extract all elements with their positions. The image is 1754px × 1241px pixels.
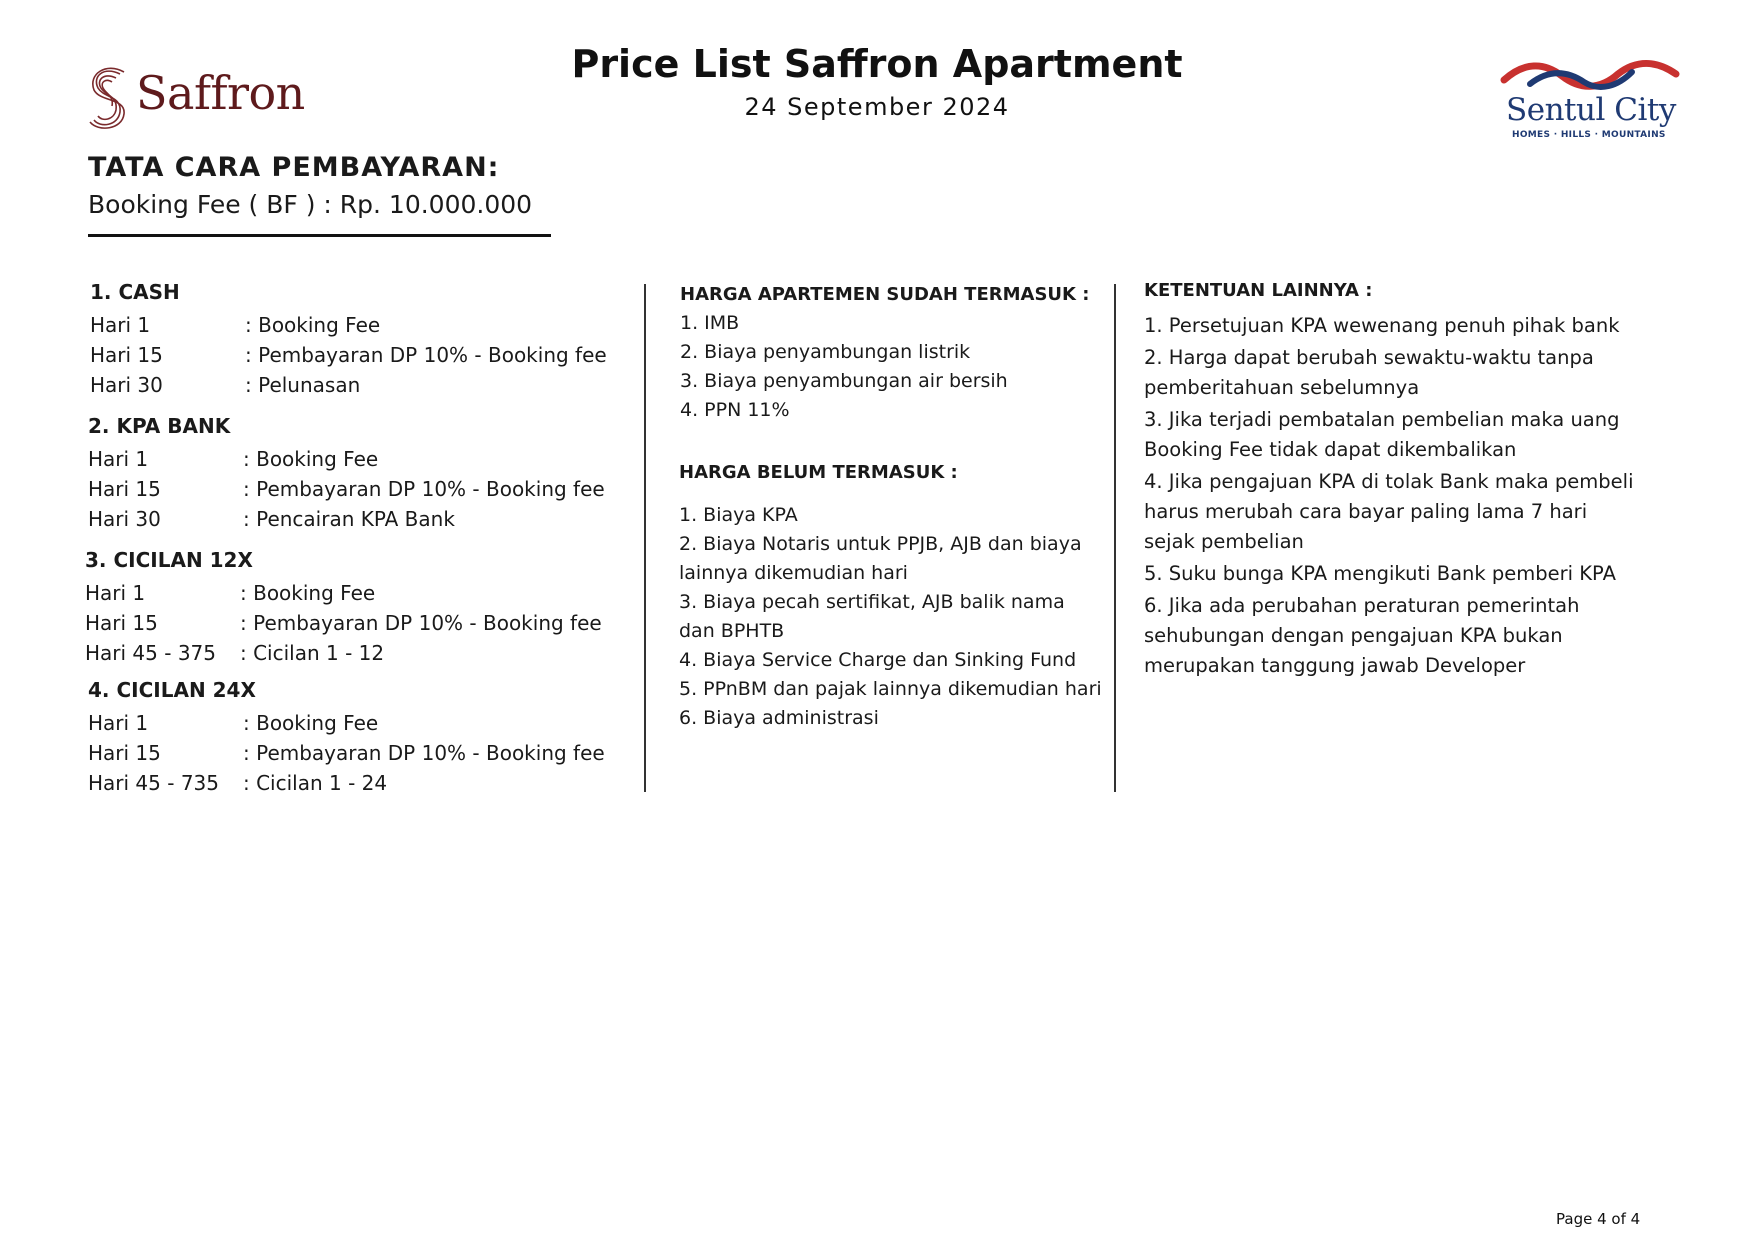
- column-divider: [1114, 284, 1116, 792]
- column-divider: [644, 284, 646, 792]
- plan-day: Hari 15: [85, 611, 158, 635]
- plan-cicilan-12x: [85, 548, 602, 668]
- included-heading: HARGA APARTEMEN SUDAH TERMASUK :: [680, 284, 1090, 305]
- plan-row: [90, 310, 607, 340]
- excluded-section: [679, 462, 1104, 733]
- sentul-city-logo-text: Sentul City: [1506, 92, 1676, 128]
- plan-day: Hari 1: [90, 313, 151, 337]
- excluded-item: 1. Biaya KPA: [679, 504, 798, 526]
- plan-desc: : Booking Fee: [245, 313, 381, 337]
- plan-row: [88, 474, 605, 504]
- plan-row: [88, 444, 605, 474]
- excluded-item: 2. Biaya Notaris untuk PPJB, AJB dan biaya lainnya dikemudian hari: [679, 533, 1082, 584]
- plan-row: [88, 768, 605, 798]
- plan-desc: : Booking Fee: [243, 711, 379, 735]
- plan-day: Hari 15: [90, 343, 163, 367]
- plan-kpa-bank: [88, 414, 605, 534]
- saffron-logo-text: Saffron: [136, 66, 305, 120]
- plan-row: [88, 504, 605, 534]
- plan-day: Hari 30: [88, 507, 161, 531]
- terms-item: 5. Suku bunga KPA mengikuti Bank pemberi KPA: [1144, 562, 1616, 585]
- terms-heading: KETENTUAN LAINNYA :: [1144, 280, 1373, 301]
- plan-desc: : Booking Fee: [240, 581, 376, 605]
- sentul-waves-icon: [1500, 56, 1680, 96]
- plan-day: Hari 45 - 735: [88, 771, 219, 795]
- page-title: Price List Saffron Apartment: [571, 42, 1183, 86]
- terms-item: 3. Jika terjadi pembatalan pembelian maka uang Booking Fee tidak dapat dikembalikan: [1144, 408, 1620, 461]
- plan-cicilan-24x: [88, 678, 605, 798]
- payment-heading: TATA CARA PEMBAYARAN:: [88, 152, 500, 183]
- included-item: 4. PPN 11%: [680, 399, 790, 421]
- plan-cash: [90, 280, 607, 400]
- booking-fee-text: Booking Fee ( BF ) : Rp. 10.000.000: [88, 190, 533, 219]
- sentul-city-tagline: HOMES · HILLS · MOUNTAINS: [1512, 130, 1666, 140]
- plan-desc: : Pembayaran DP 10% - Booking fee: [245, 343, 607, 367]
- plan-day: Hari 1: [88, 711, 149, 735]
- excluded-heading: HARGA BELUM TERMASUK :: [679, 462, 958, 483]
- terms-section: [1144, 280, 1644, 683]
- plan-title: 1. CASH: [90, 280, 180, 304]
- plan-row: [85, 608, 602, 638]
- plan-title: 2. KPA BANK: [88, 414, 231, 438]
- plan-desc: : Pembayaran DP 10% - Booking fee: [240, 611, 602, 635]
- plan-desc: : Cicilan 1 - 24: [243, 771, 388, 795]
- plan-day: Hari 15: [88, 741, 161, 765]
- heading-underline: [88, 234, 551, 237]
- plan-day: Hari 45 - 375: [85, 641, 216, 665]
- plan-desc: : Pembayaran DP 10% - Booking fee: [243, 741, 605, 765]
- excluded-item: 4. Biaya Service Charge dan Sinking Fund: [679, 649, 1077, 671]
- included-section: [680, 284, 1100, 425]
- page-date: 24 September 2024: [744, 93, 1010, 121]
- included-item: 2. Biaya penyambungan listrik: [680, 341, 971, 363]
- plan-row: [90, 340, 607, 370]
- plan-row: [88, 738, 605, 768]
- plan-desc: : Pelunasan: [245, 373, 361, 397]
- plan-day: Hari 1: [85, 581, 146, 605]
- included-item: 3. Biaya penyambungan air bersih: [680, 370, 1008, 392]
- plan-day: Hari 15: [88, 477, 161, 501]
- plan-title: 4. CICILAN 24X: [88, 678, 256, 702]
- terms-item: 6. Jika ada perubahan peraturan pemerintah sehubungan dengan pengajuan KPA bukan merupakan tanggung jawab Developer: [1144, 594, 1580, 677]
- plan-row: [85, 638, 602, 668]
- plan-desc: : Pembayaran DP 10% - Booking fee: [243, 477, 605, 501]
- plan-day: Hari 30: [90, 373, 163, 397]
- plan-title: 3. CICILAN 12X: [85, 548, 253, 572]
- sentul-city-logo: [1500, 56, 1690, 146]
- plan-row: [85, 578, 602, 608]
- plan-desc: : Cicilan 1 - 12: [240, 641, 385, 665]
- plan-row: [88, 708, 605, 738]
- excluded-item: 3. Biaya pecah sertifikat, AJB balik nama dan BPHTB: [679, 591, 1065, 642]
- plan-row: [90, 370, 607, 400]
- terms-item: 1. Persetujuan KPA wewenang penuh pihak bank: [1144, 314, 1620, 337]
- page-number: Page 4 of 4: [1556, 1210, 1641, 1228]
- plan-desc: : Booking Fee: [243, 447, 379, 471]
- terms-item: 4. Jika pengajuan KPA di tolak Bank maka pembeli harus merubah cara bayar paling lama 7 hari sejak pembelian: [1144, 470, 1634, 553]
- excluded-item: 5. PPnBM dan pajak lainnya dikemudian hari: [679, 678, 1102, 700]
- terms-item: 2. Harga dapat berubah sewaktu-waktu tanpa pemberitahuan sebelumnya: [1144, 346, 1594, 399]
- excluded-item: 6. Biaya administrasi: [679, 707, 879, 729]
- plan-day: Hari 1: [88, 447, 149, 471]
- plan-desc: : Pencairan KPA Bank: [243, 507, 455, 531]
- included-item: 1. IMB: [680, 312, 740, 334]
